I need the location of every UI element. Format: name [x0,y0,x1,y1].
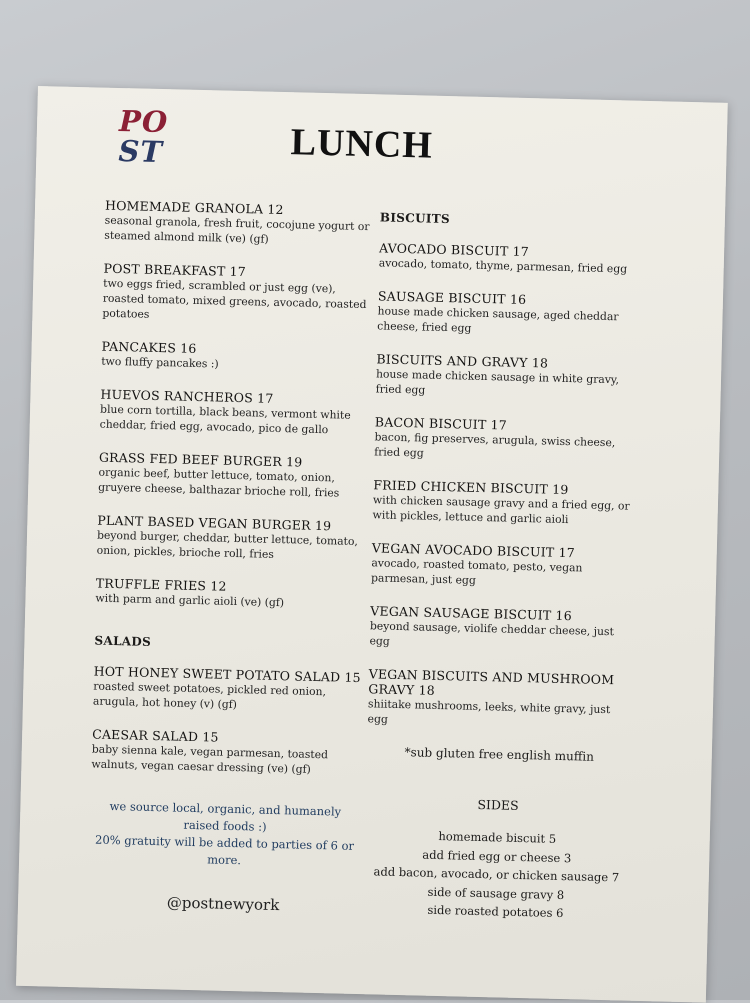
menu-item [377,288,643,339]
menu-item-name: AVOCADO BISCUIT 17 [378,240,530,260]
menu-item-description: with chicken sausage gravy and a fried egg, or with pickles, lettuce and garlic aioli [372,493,630,527]
menu-item-name: VEGAN AVOCADO BISCUIT 17 [371,540,576,561]
menu-item [91,727,362,779]
menu-title: LUNCH [290,121,434,167]
menu-item-description: shiitake mushrooms, leeks, white gravy, just egg [367,697,611,726]
side-item: side of sausage gravy 8 [427,884,565,902]
gratuity-line: 20% gratuity will be added to parties of 6 or more. [94,832,355,868]
menu-item-name: CAESAR SALAD 15 [92,726,219,745]
menu-item-name: TRUFFLE FRIES 12 [95,575,227,594]
side-item: side roasted potatoes 6 [427,902,564,921]
logo-line-2: ST [118,133,164,170]
menu-item-description: roasted sweet potatoes, pickled red onion, arugula, hot honey (v) (gf) [92,679,327,712]
salads-list [91,664,364,779]
side-item: homemade biscuit 5 [438,829,557,846]
menu-item-description: beyond burger, cheddar, butter lettuce, tomato, onion, pickles, brioche roll, fries [96,528,359,561]
menu-item [372,477,638,528]
menu-item-name: HOMEMADE GRANOLA 12 [104,197,284,218]
menu-item-name: HOT HONEY SWEET POTATO SALAD 15 [93,663,361,686]
menu-item-name: FRIED CHICKEN BISCUIT 19 [373,477,569,498]
sourcing-note [89,797,361,872]
main-items-list [95,198,375,612]
menu-item-description: with parm and garlic aioli (ve) (gf) [95,591,285,610]
menu-item [101,339,372,376]
menu-item [102,261,373,328]
biscuits-list [367,240,644,732]
menu-item [374,414,640,465]
side-item: add fried egg or cheese 3 [422,847,572,865]
sourcing-line: we source local, organic, and humanely raised foods :) [109,798,342,834]
menu-page [16,86,728,1003]
menu-item-description: avocado, tomato, thyme, parmesan, fried egg [378,256,628,276]
menu-item-description: blue corn tortilla, black beans, vermont white cheddar, fried egg, avocado, pico de gallo [99,402,351,437]
menu-item-name: PLANT BASED VEGAN BURGER 19 [97,512,332,534]
instagram-handle: @postnewyork [166,893,280,915]
logo-line-1: PO [118,103,169,140]
menu-item [100,387,371,439]
side-item: add bacon, avocado, or chicken sausage 7 [373,864,620,885]
menu-item [376,351,642,402]
salads-heading: SALADS [94,633,152,649]
sides-list [363,825,630,924]
menu-item-description: baby sienna kale, vegan parmesan, toasted walnuts, vegan caesar dressing (ve) (gf) [91,742,329,776]
right-column [363,204,645,924]
menu-item [379,240,645,276]
biscuits-heading: BISCUITS [379,210,451,227]
gluten-free-note: *sub gluten free english muffin [404,745,595,764]
menu-item [93,664,364,716]
menu-item-name: HUEVOS RANCHEROS 17 [100,386,274,406]
menu-item [96,513,367,565]
menu-item-name: POST BREAKFAST 17 [103,260,247,280]
menu-item [371,540,637,591]
menu-item-description: bacon, fig preserves, arugula, swiss cheese, fried egg [374,430,616,460]
menu-item-name: BACON BISCUIT 17 [374,414,508,433]
menu-item [369,603,635,654]
menu-item-name: GRASS FED BEEF BURGER 19 [98,449,303,470]
menu-item [367,666,633,732]
menu-item-name: BISCUITS AND GRAVY 18 [376,351,549,371]
post-logo [118,103,189,170]
menu-item [104,198,375,250]
left-column [88,198,375,916]
menu-item [98,450,369,502]
menu-item-description: two eggs fried, scrambled or just egg (ve), roasted tomato, mixed greens, avocado, roasted potatoes [102,276,367,321]
menu-item-name: SAUSAGE BISCUIT 16 [377,288,527,307]
menu-item-name: PANCAKES 16 [101,338,197,356]
sides-heading: SIDES [477,796,519,813]
menu-item-description: house made chicken sausage in white gravy, fried egg [375,367,620,397]
menu-item [95,576,366,613]
menu-item-description: seasonal granola, fresh fruit, cocojune yogurt or steamed almond milk (ve) (gf) [104,213,370,246]
menu-item-description: organic beef, butter lettuce, tomato, onion, gruyere cheese, balthazar brioche roll, fries [98,465,340,500]
menu-item-description: beyond sausage, violife cheddar cheese, just egg [369,619,615,648]
menu-item-description: house made chicken sausage, aged cheddar cheese, fried egg [377,304,619,335]
menu-item-description: avocado, roasted tomato, pesto, vegan parmesan, just egg [370,556,583,587]
menu-item-name: VEGAN BISCUITS AND MUSHROOM GRAVY 18 [368,666,615,698]
menu-item-name: VEGAN SAUSAGE BISCUIT 16 [370,603,573,624]
menu-item-description: two fluffy pancakes :) [101,354,219,371]
